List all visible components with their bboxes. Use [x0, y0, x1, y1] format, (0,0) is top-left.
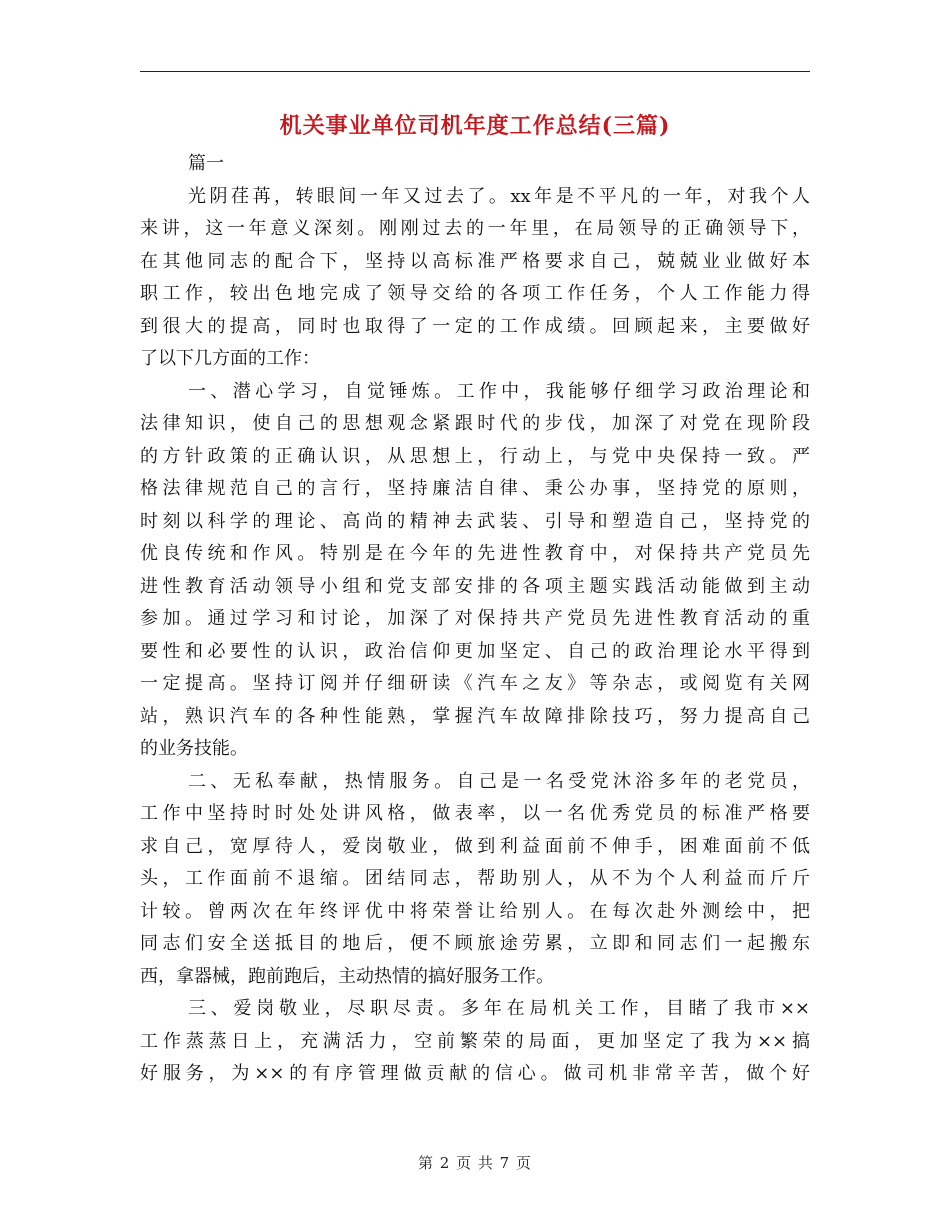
document-body: [140, 148, 810, 1091]
text-line: 二、无私奉献，热情服务。自己是一名受党沐浴多年的老党员，: [188, 770, 810, 792]
text-line: 参加。通过学习和讨论，加深了对保持共产党员先进性教育活动的重: [140, 608, 810, 629]
section-label: 篇一: [188, 153, 224, 174]
header-rule: [140, 71, 810, 72]
text-line: 同志们安全送抵目的地后，便不顾旅途劳累，立即和同志们一起搬东: [140, 933, 810, 954]
text-line: 好服务，为××的有序管理做贡献的信心。做司机非常辛苦，做个好: [140, 1063, 810, 1084]
text-line: 求自己，宽厚待人，爱岗敬业，做到利益面前不伸手，困难面前不低: [140, 835, 810, 857]
text-line: 时刻以科学的理论、高尚的精神去武装、引导和塑造自己，坚持党的: [140, 510, 810, 532]
text-line: 法律知识，使自己的思想观念紧跟时代的步伐，加深了对党在现阶段: [140, 413, 810, 434]
text-line: 三、爱岗敬业，尽职尽责。多年在局机关工作，目睹了我市××: [188, 998, 810, 1019]
text-line: 的业务技能。: [140, 738, 248, 759]
text-line: 格法律规范自己的言行，坚持廉洁自律、秉公办事，坚持党的原则，: [140, 478, 810, 499]
text-line: 工作蒸蒸日上，充满活力，空前繁荣的局面，更加坚定了我为××搞: [140, 1030, 810, 1052]
text-line: 优良传统和作风。特别是在今年的先进性教育中，对保持共产党员先: [140, 543, 810, 564]
text-line: 一定提高。坚持订阅并仔细研读《汽车之友》等杂志，或阅览有关网: [140, 673, 810, 694]
text-line: 的方针政策的正确认识，从思想上，行动上，与党中央保持一致。严: [140, 445, 810, 467]
text-line: 站，熟识汽车的各种性能熟，掌握汽车故障排除技巧，努力提高自己: [140, 705, 810, 727]
text-line: 了以下几方面的工作：: [140, 348, 320, 369]
text-line: 要性和必要性的认识，政治信仰更加坚定、自己的政治理论水平得到: [140, 640, 810, 662]
text-line: 光阴荏苒，转眼间一年又过去了。xx年是不平凡的一年，对我个人: [188, 185, 810, 207]
document-title: 机关事业单位司机年度工作总结(三篇): [279, 113, 671, 139]
text-line: 头，工作面前不退缩。团结同志，帮助别人，从不为个人利益而斤斤: [140, 868, 810, 889]
text-line: 在其他同志的配合下，坚持以高标准严格要求自己，兢兢业业做好本: [140, 250, 810, 272]
text-line: 西，拿器械，跑前跑后，主动热情的搞好服务工作。: [140, 965, 554, 987]
text-line: 到很大的提高，同时也取得了一定的工作成绩。回顾起来，主要做好: [140, 315, 810, 337]
text-line: 来讲，这一年意义深刻。刚刚过去的一年里，在局领导的正确领导下，: [140, 218, 810, 239]
text-line: 计较。曾两次在年终评优中将荣誉让给别人。在每次赴外测绘中，把: [140, 900, 810, 922]
page-number: 第 2 页 共 7 页: [418, 1154, 532, 1172]
text-line: 工作中坚持时时处处讲风格，做表率，以一名优秀党员的标准严格要: [140, 803, 810, 824]
text-line: 一、潜心学习，自觉锤炼。工作中，我能够仔细学习政治理论和: [188, 380, 810, 402]
text-line: 职工作，较出色地完成了领导交给的各项工作任务，个人工作能力得: [140, 283, 810, 304]
text-line: 进性教育活动领导小组和党支部安排的各项主题实践活动能做到主动: [140, 575, 810, 597]
